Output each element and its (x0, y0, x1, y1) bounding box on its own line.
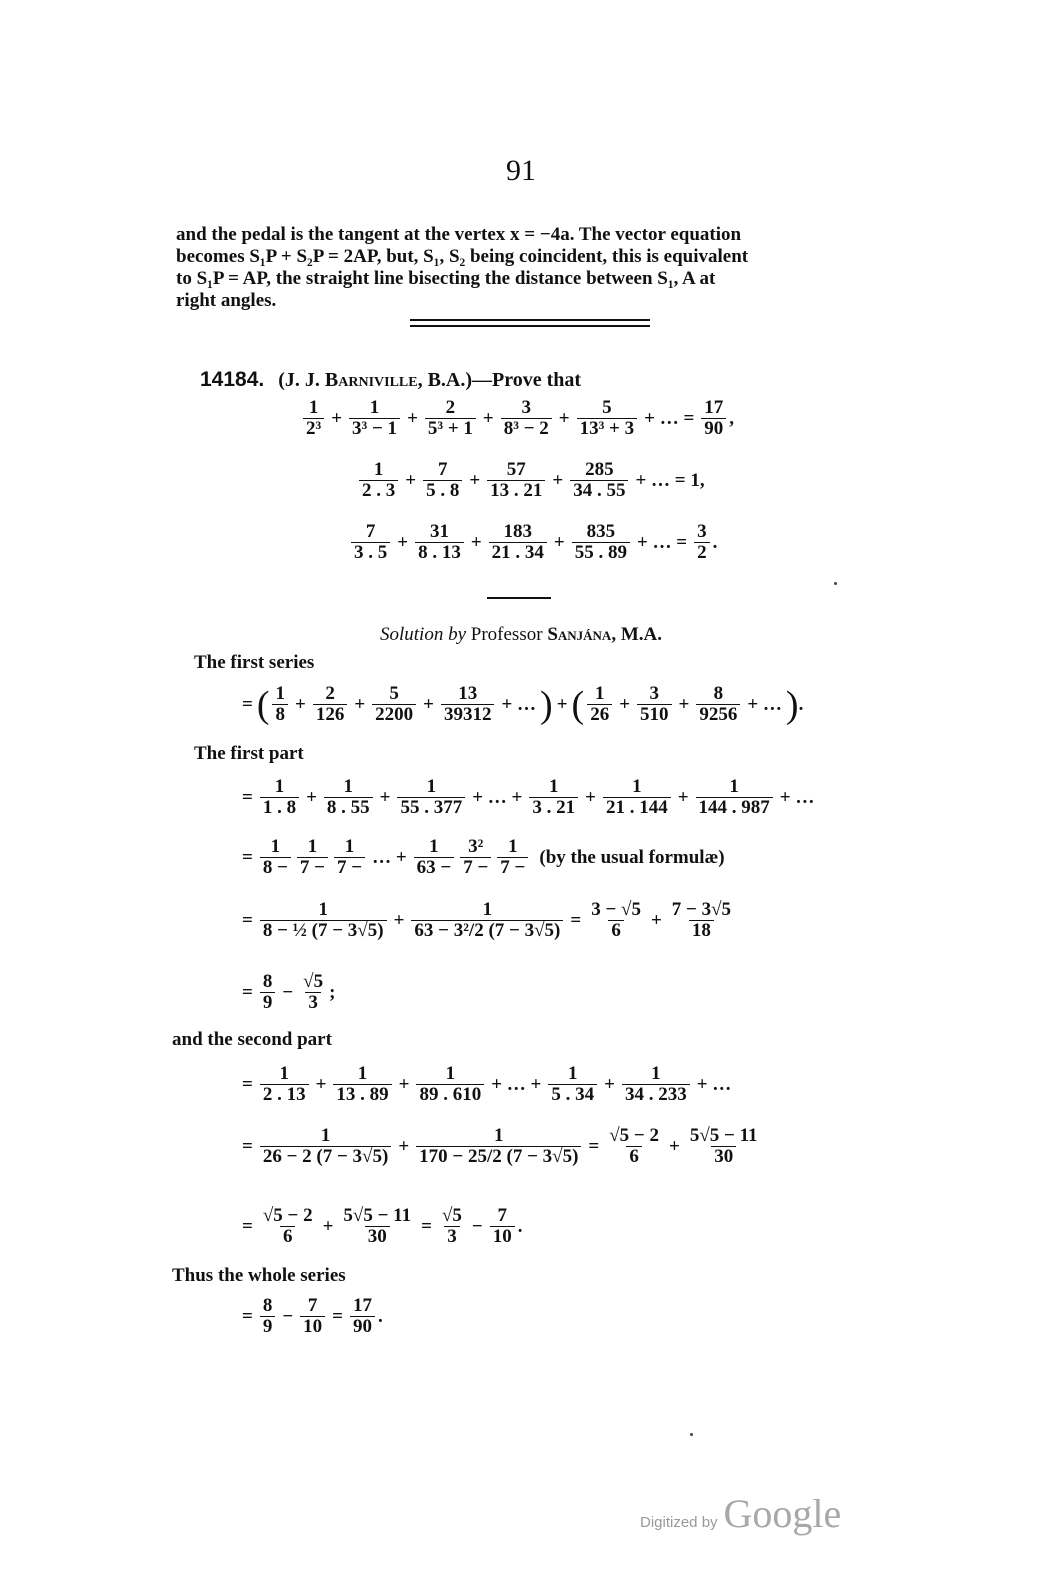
series-2: $\frac{1}{2 . 3}$ + $\frac{7}{5 . 8}$ + $\frac{57}{13 . 21}$ + $\frac{285}{34 . 55}$ + … = 1, (356, 460, 709, 501)
usual-formulae-note: (by the usual formulæ) (539, 846, 725, 868)
scan-speck (834, 582, 837, 585)
intro-line: right angles. (176, 290, 277, 311)
fraction: $\frac{1}{\text{63 − 3²/2 (7 − 3√5)}}$ (411, 900, 563, 941)
fraction: $\frac{1}{8 -}$ (260, 837, 291, 878)
digitized-label: Digitized by (640, 1514, 718, 1531)
text-second-part: and the second part (172, 1029, 332, 1050)
series-1: $\frac{1}{\text{2³}}$ + $\frac{1}{\text{3³ − 1}}$ + $\frac{2}{\text{5³ + 1}}$ + $\frac{3}{\text{8³ − 2}}$ + $\frac{5}{\text{13³ + 3}}$ + … = $\frac{17}{90}$ , (300, 398, 734, 439)
series-result: $\frac{17}{90}$ (701, 398, 726, 439)
fraction: $\frac{5}{2200}$ (372, 684, 416, 725)
fraction: $\frac{5}{\text{13³ + 3}}$ (577, 398, 638, 439)
solution-author: Sanjána (547, 624, 612, 645)
fraction: $\frac{7}{3 . 5}$ (351, 522, 390, 563)
google-logo: Google (723, 1491, 842, 1536)
scan-speck (690, 1433, 693, 1436)
problem-heading (200, 368, 581, 392)
intro-line: to S₁P = AP, the straight line bisecting the distance between S₁, A at (176, 268, 716, 289)
fraction: $\frac{1}{\text{3³ − 1}}$ (349, 398, 400, 439)
fraction: $\frac{1}{89 . 610}$ (416, 1064, 484, 1105)
fraction: $\frac{13}{39312}$ (441, 684, 495, 725)
solution-heading: Solution by Professor Sanjána, M.A. (380, 624, 662, 645)
series-tail: + … = 1, (635, 469, 705, 491)
series-tail: + … = (636, 531, 688, 553)
fraction: $\frac{1}{8 . 55}$ (324, 777, 373, 818)
fraction: $\frac{1}{170 - 25/2 (7 - 3√5)}$ (416, 1126, 581, 1167)
digitized-by-google-watermark (640, 1490, 841, 1537)
fraction: $\frac{1}{13 . 89}$ (333, 1064, 391, 1105)
short-divider (487, 597, 551, 599)
equation-final-result: = $\frac{8}{9}$ − $\frac{7}{10}$ = $\frac{17}{90}$ . (242, 1295, 383, 1337)
fraction: $\frac{57}{13 . 21}$ (487, 460, 545, 501)
fraction: $\frac{7}{10}$ (490, 1206, 515, 1247)
fraction: $\frac{1}{8}$ (272, 684, 288, 725)
fraction: $\frac{5√5 - 11}{30}$ (343, 1205, 412, 1247)
fraction: $\frac{1}{2 . 3}$ (359, 460, 398, 501)
fraction: $\frac{√5}{3}$ (441, 1205, 462, 1247)
equation-continued-fraction: = $\frac{1}{8 -}$ $\frac{1}{7 -}$ $\frac{1}{7 -}$ … + $\frac{1}{63 -}$ $\frac{\text{3²}}{7 -}$ $\frac{1}{7 -}$ (by the usual formulæ) (242, 836, 725, 878)
problem-prompt: —Prove that (472, 369, 582, 391)
intro-paragraph (176, 224, 886, 312)
page-number: 91 (506, 154, 536, 187)
series-result: $\frac{3}{2}$ (694, 522, 710, 563)
section-divider-bottom (410, 325, 650, 327)
fraction: $\frac{7}{5 . 8}$ (423, 460, 462, 501)
series-3: $\frac{7}{3 . 5}$ + $\frac{31}{8 . 13}$ + $\frac{183}{21 . 34}$ + $\frac{835}{55 . 89}$ + … = $\frac{3}{2}$ . (348, 522, 717, 563)
equation-second-part-terms: = $\frac{1}{2 . 13}$ + $\frac{1}{13 . 89}$ + $\frac{1}{89 . 610}$ + … + $\frac{1}{5 . 34}$ + $\frac{1}{34 . 233}$ + … (242, 1063, 732, 1105)
fraction: $\frac{8}{9}$ (260, 1296, 276, 1337)
fraction: $\frac{√5 - 2}{6}$ (262, 1205, 313, 1247)
solution-label: Solution by (380, 624, 467, 645)
fraction: $\frac{1}{26}$ (587, 684, 612, 725)
fraction: $\frac{3}{510}$ (637, 684, 672, 725)
fraction: $\frac{1}{5 . 34}$ (548, 1064, 597, 1105)
fraction: $\frac{183}{21 . 34}$ (489, 522, 547, 563)
fraction: $\frac{1}{21 . 144}$ (603, 777, 671, 818)
series-tail: + … = (644, 407, 695, 429)
equation-first-series-split: = ( $\frac{1}{8}$ + $\frac{2}{126}$ + $\frac{5}{2200}$ + $\frac{13}{39312}$ + … ) + ( $\frac{1}{26}$ + $\frac{3}{510}$ + $\frac{8}{9256}$ + … ) . (242, 683, 804, 726)
equation-second-part-evaluated: = $\frac{1}{26 - 2 (7 - 3√5)}$ + $\frac{1}{170 - 25/2 (7 - 3√5)}$ = $\frac{√5 - 2}{6}$ + $\frac{5√5 - 11}{30}$ (238, 1126, 764, 1167)
fraction: $\frac{285}{34 . 55}$ (570, 460, 628, 501)
fraction: $\frac{1}{3 . 21}$ (529, 777, 578, 818)
fraction: $\frac{7}{10}$ (300, 1296, 325, 1337)
fraction: $\frac{\text{3²}}{7 -}$ (460, 837, 491, 878)
fraction: $\frac{1}{2 . 13}$ (260, 1064, 309, 1105)
intro-line: and the pedal is the tangent at the vertex x = −4a. The vector equation (176, 224, 742, 245)
fraction: $\frac{8}{9256}$ (696, 684, 740, 725)
fraction: $\frac{1}{\text{8 − ½ (7 − 3√5)}}$ (260, 900, 387, 941)
fraction: $\frac{1}{1 . 8}$ (260, 777, 299, 818)
fraction: $\frac{1}{63 -}$ (414, 837, 455, 878)
fraction: $\frac{1}{144 . 987}$ (696, 777, 773, 818)
text-whole-series: Thus the whole series (172, 1265, 346, 1286)
fraction: $\frac{2}{126}$ (313, 684, 348, 725)
text-first-part: The first part (194, 743, 304, 764)
fraction: $\frac{1}{7 -}$ (334, 837, 365, 878)
equation-first-part-result: = $\frac{8}{9}$ − $\frac{√5}{3}$ ; (242, 971, 336, 1013)
fraction: $\frac{2}{\text{5³ + 1}}$ (425, 398, 476, 439)
fraction: $\frac{√5}{3}$ (303, 971, 324, 1013)
fraction: $\frac{17}{90}$ (350, 1296, 375, 1337)
fraction: $\frac{1}{7 -}$ (497, 837, 528, 878)
fraction: $\frac{3}{\text{8³ − 2}}$ (501, 398, 552, 439)
fraction: $\frac{1}{\text{2³}}$ (303, 398, 324, 439)
text-first-series: The first series (194, 652, 315, 673)
equation-first-part-evaluated: = $\frac{1}{\text{8 − ½ (7 − 3√5)}}$ + $\frac{1}{\text{63 − 3²/2 (7 − 3√5)}}$ = $\frac{3 - √5}{6}$ + $\frac{7 - 3√5}{18}$ (238, 900, 737, 941)
fraction: $\frac{1}{26 - 2 (7 - 3√5)}$ (260, 1126, 392, 1167)
equation-second-part-result: = $\frac{√5 - 2}{6}$ + $\frac{5√5 - 11}{30}$ = $\frac{√5}{3}$ − $\frac{7}{10}$ . (242, 1205, 523, 1247)
fraction: $\frac{1}{34 . 233}$ (622, 1064, 690, 1105)
fraction: $\frac{835}{55 . 89}$ (572, 522, 630, 563)
fraction: $\frac{3 - √5}{6}$ (591, 899, 641, 941)
intro-line: becomes S₁P + S₂P = 2AP, but, S₁, S₂ being coincident, this is equivalent (176, 246, 749, 267)
fraction: $\frac{1}{55 . 377}$ (397, 777, 465, 818)
fraction: $\frac{8}{9}$ (260, 972, 276, 1013)
fraction: $\frac{31}{8 . 13}$ (415, 522, 464, 563)
problem-author: (J. J. Barniville, B.A.) (278, 369, 473, 391)
fraction: $\frac{7 - 3√5}{18}$ (671, 899, 732, 941)
section-divider-top (410, 319, 650, 321)
fraction: $\frac{5√5 - 11}{30}$ (689, 1125, 758, 1167)
fraction: $\frac{√5 - 2}{6}$ (609, 1125, 660, 1167)
problem-number: 14184. (200, 368, 265, 391)
equation-first-part-terms: = $\frac{1}{1 . 8}$ + $\frac{1}{8 . 55}$ + $\frac{1}{55 . 377}$ + … + $\frac{1}{3 . 21}$ + $\frac{1}{21 . 144}$ + $\frac{1}{144 . 987}$ + … (242, 776, 815, 818)
fraction: $\frac{1}{7 -}$ (297, 837, 328, 878)
